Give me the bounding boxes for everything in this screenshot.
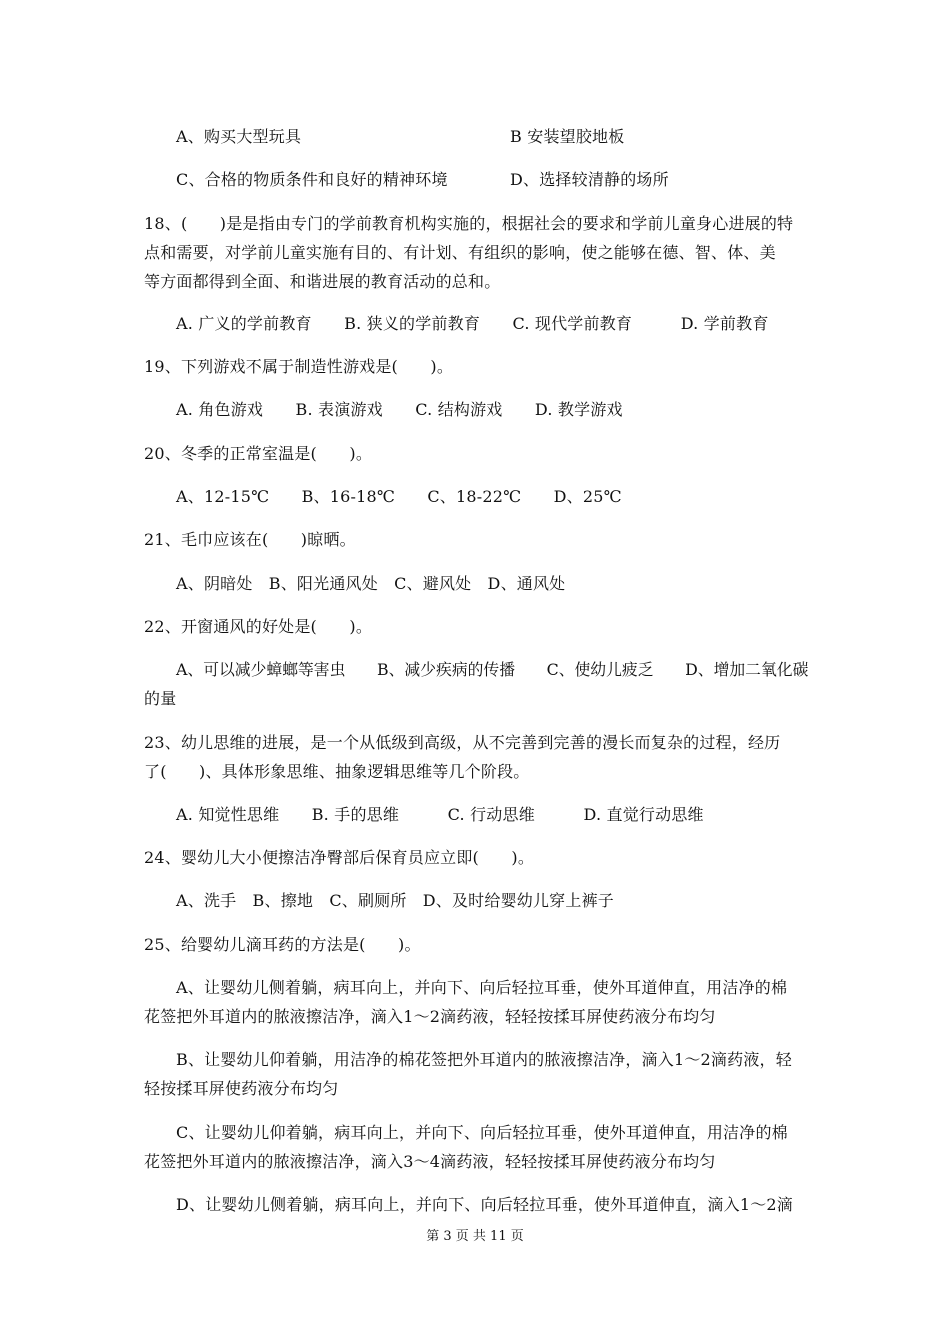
question-25-option-d-line-1: D、让婴幼儿侧着躺，病耳向上，并向下、向后轻拉耳垂，使外耳道伸直，滴入1～2滴 xyxy=(176,1195,793,1214)
q17-option-d: D、选择较清静的场所 xyxy=(510,170,669,189)
question-22: 22、开窗通风的好处是( )。 xyxy=(144,617,373,636)
question-19-options: A. 角色游戏 B. 表演游戏 C. 结构游戏 D. 教学游戏 xyxy=(176,400,623,419)
question-23-options: A. 知觉性思维 B. 手的思维 C. 行动思维 D. 直觉行动思维 xyxy=(176,805,704,824)
question-21-options: A、阴暗处 B、阳光通风处 C、避风处 D、通风处 xyxy=(176,574,566,593)
question-25-option-b-line-1: B、让婴幼儿仰着躺，用洁净的棉花签把外耳道内的脓液擦洁净，滴入1～2滴药液，轻 xyxy=(176,1050,792,1069)
question-25-option-c-line-2: 花签把外耳道内的脓液擦洁净，滴入3～4滴药液，轻轻按揉耳屏使药液分布均匀 xyxy=(144,1152,716,1171)
page-footer: 第 3 页 共 11 页 xyxy=(426,1229,524,1244)
question-25-option-b-line-2: 轻按揉耳屏使药液分布均匀 xyxy=(144,1079,339,1098)
question-23-line-2: 了( )、具体形象思维、抽象逻辑思维等几个阶段。 xyxy=(144,762,530,781)
q17-option-b: B 安装望胶地板 xyxy=(510,127,625,146)
question-25: 25、给婴幼儿滴耳药的方法是( )。 xyxy=(144,935,421,954)
question-21: 21、毛巾应该在( )晾晒。 xyxy=(144,530,356,549)
q17-option-a: A、购买大型玩具 xyxy=(176,127,302,146)
question-19: 19、下列游戏不属于制造性游戏是( )。 xyxy=(144,357,454,376)
question-23-line-1: 23、幼儿思维的进展，是一个从低级到高级，从不完善到完善的漫长而复杂的过程，经历 xyxy=(144,733,781,752)
question-18-options: A. 广义的学前教育 B. 狭义的学前教育 C. 现代学前教育 D. 学前教育 xyxy=(176,314,769,333)
question-25-option-a-line-1: A、让婴幼儿侧着躺，病耳向上，并向下、向后轻拉耳垂，使外耳道伸直，用洁净的棉 xyxy=(176,978,788,997)
question-22-options-continued: 的量 xyxy=(144,689,177,708)
question-22-options: A、可以减少蟑螂等害虫 B、减少疾病的传播 C、使幼儿疲乏 D、增加二氧化碳 xyxy=(176,660,809,679)
question-18-line-2: 点和需要，对学前儿童实施有目的、有计划、有组织的影响，使之能够在德、智、体、美 xyxy=(144,243,776,262)
question-18-line-1: 18、( )是是指由专门的学前教育机构实施的，根据社会的要求和学前儿童身心进展的特 xyxy=(144,214,794,233)
question-20: 20、冬季的正常室温是( )。 xyxy=(144,444,373,463)
question-18-line-3: 等方面都得到全面、和谐进展的教育活动的总和。 xyxy=(144,272,501,291)
q17-option-c: C、合格的物质条件和良好的精神环境 xyxy=(176,170,448,189)
question-25-option-a-line-2: 花签把外耳道内的脓液擦洁净，滴入1～2滴药液，轻轻按揉耳屏使药液分布均匀 xyxy=(144,1007,716,1026)
question-24: 24、婴幼儿大小便擦洁净臀部后保育员应立即( )。 xyxy=(144,848,535,867)
question-20-options: A、12-15℃ B、16-18℃ C、18-22℃ D、25℃ xyxy=(176,487,622,506)
question-25-option-c-line-1: C、让婴幼儿仰着躺，病耳向上，并向下、向后轻拉耳垂，使外耳道伸直，用洁净的棉 xyxy=(176,1123,788,1142)
question-24-options: A、洗手 B、擦地 C、刷厕所 D、及时给婴幼儿穿上裤子 xyxy=(176,891,614,910)
